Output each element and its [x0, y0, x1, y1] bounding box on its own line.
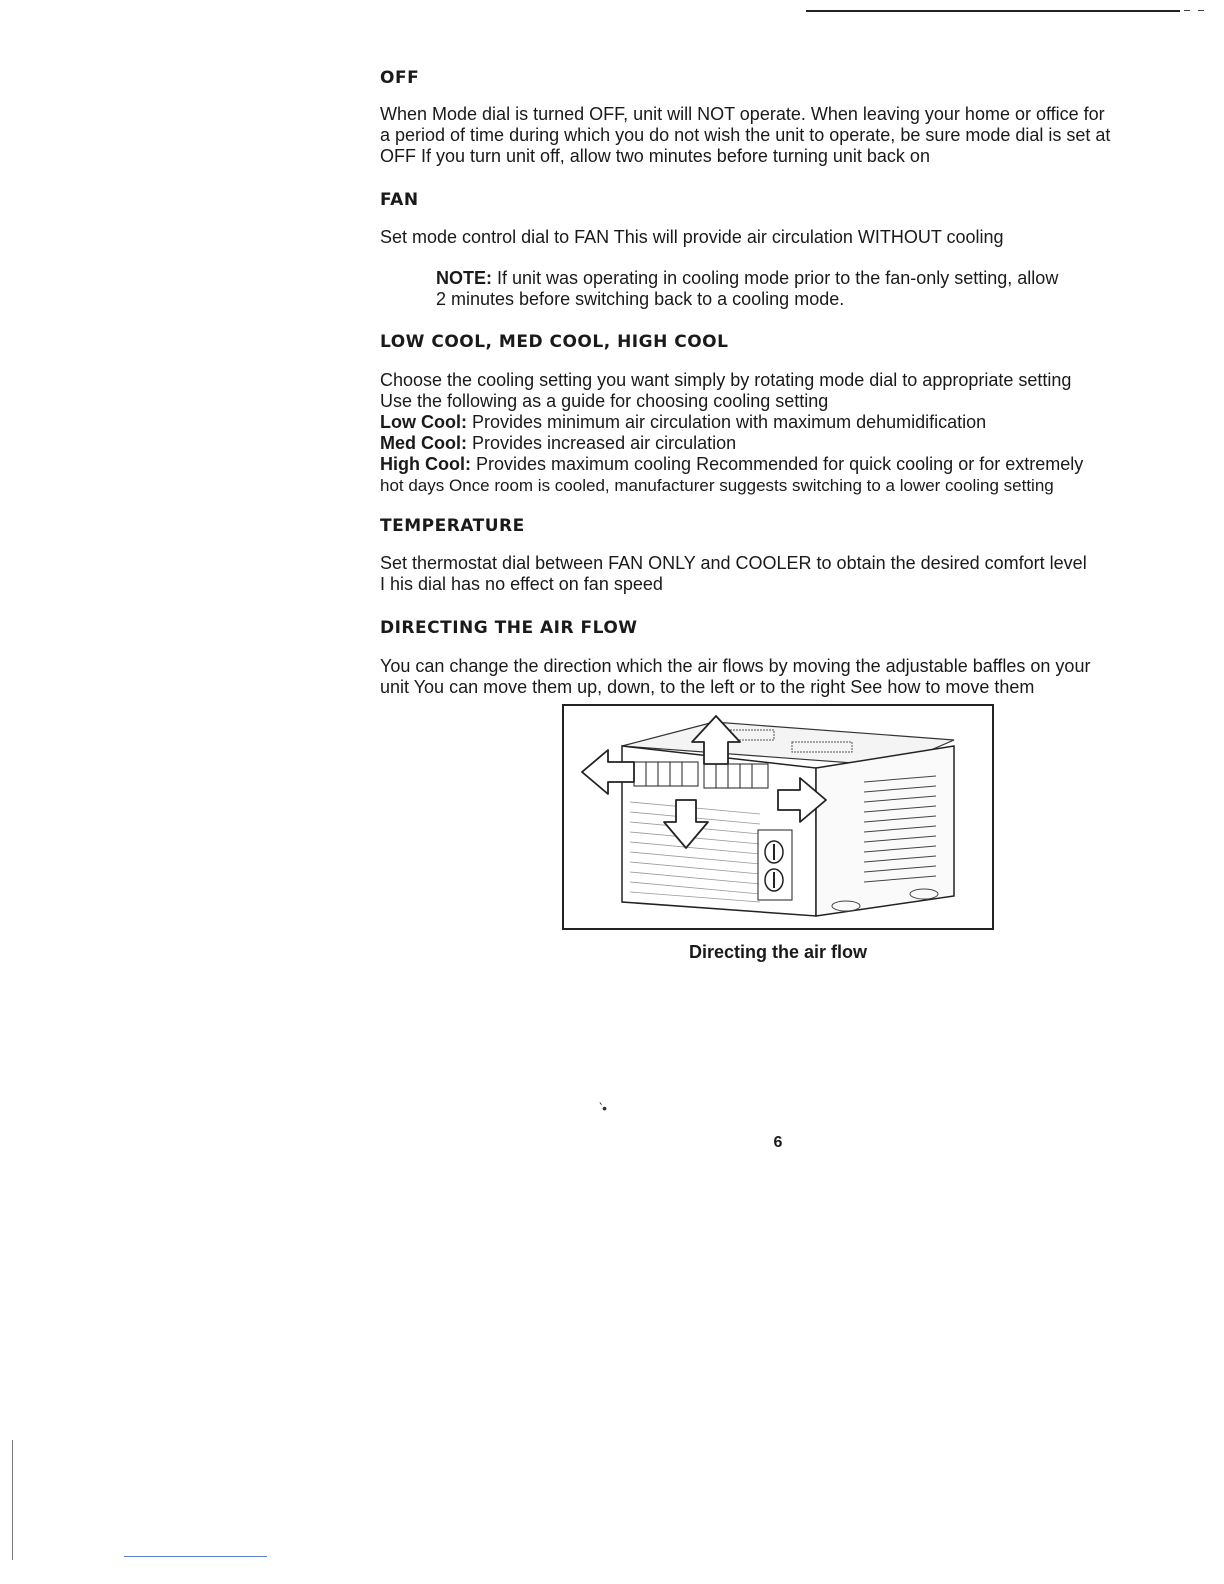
- paragraph-line: OFF If you turn unit off, allow two minutes before turning unit back on: [380, 146, 930, 166]
- heading-temperature: TEMPERATURE: [380, 516, 525, 536]
- paragraph-line: Choose the cooling setting you want simply by rotating mode dial to appropriate setting: [380, 370, 1072, 390]
- paragraph-line: I his dial has no effect on fan speed: [380, 574, 663, 594]
- note-text: If unit was operating in cooling mode prior to the fan-only setting, allow: [492, 268, 1059, 288]
- air-flow-figure: [562, 704, 994, 930]
- paragraph-line: a period of time during which you do not wish the unit to operate, be sure mode dial is set at: [380, 125, 1111, 145]
- note-block: [436, 268, 1156, 310]
- top-rule-dash: [1198, 10, 1204, 11]
- paragraph-line: When Mode dial is turned OFF, unit will NOT operate. When leaving your home or office for: [380, 104, 1105, 124]
- heading-fan: FAN: [380, 190, 419, 210]
- paragraph-temperature: [380, 553, 1180, 595]
- heading-airflow: DIRECTING THE AIR FLOW: [380, 618, 638, 638]
- figure-caption: Directing the air flow: [688, 942, 868, 962]
- low-cool-label: Low Cool:: [380, 412, 467, 432]
- heading-off: OFF: [380, 68, 420, 88]
- paragraph-line: Set mode control dial to FAN This will provide air circulation WITHOUT cooling: [380, 227, 1004, 247]
- paragraph-fan: [380, 227, 1180, 248]
- paragraph-line: unit You can move them up, down, to the left or to the right See how to move them: [380, 677, 1035, 697]
- note-line: [436, 268, 1156, 289]
- top-rule-dash: [1184, 10, 1190, 11]
- high-cool-text: Provides maximum cooling Recommended for quick cooling or for extremely: [470, 454, 1084, 474]
- paragraph-cool: [380, 370, 1180, 496]
- med-cool-line: [380, 433, 1180, 454]
- top-rule: [806, 10, 1180, 12]
- air-conditioner-illustration: [564, 706, 994, 930]
- stray-mark: ‵•: [599, 1100, 608, 1116]
- high-cool-line-2: hot days Once room is cooled, manufacturer suggests switching to a lower cooling setting: [380, 476, 1054, 495]
- paragraph-off: [380, 104, 1180, 167]
- low-cool-text: Provides minimum air circulation with maximum dehumidification: [466, 412, 987, 432]
- paragraph-line: Set thermostat dial between FAN ONLY and COOLER to obtain the desired comfort level: [380, 553, 1087, 573]
- med-cool-label: Med Cool:: [380, 433, 467, 453]
- paragraph-line: Use the following as a guide for choosing cooling setting: [380, 391, 829, 411]
- low-cool-line: [380, 412, 1180, 433]
- note-line: 2 minutes before switching back to a cooling mode.: [436, 289, 845, 309]
- med-cool-text: Provides increased air circulation: [467, 433, 737, 453]
- paragraph-line: You can change the direction which the air flows by moving the adjustable baffles on your: [380, 656, 1091, 676]
- high-cool-label: High Cool:: [380, 454, 471, 474]
- paragraph-airflow: [380, 656, 1180, 698]
- bottom-rule: [124, 1556, 267, 1557]
- high-cool-line: [380, 454, 1180, 475]
- note-label: NOTE:: [436, 268, 492, 288]
- scan-edge-line: [12, 1440, 13, 1560]
- heading-cool: LOW COOL, MED COOL, HIGH COOL: [380, 332, 729, 352]
- page-number: 6: [773, 1134, 783, 1151]
